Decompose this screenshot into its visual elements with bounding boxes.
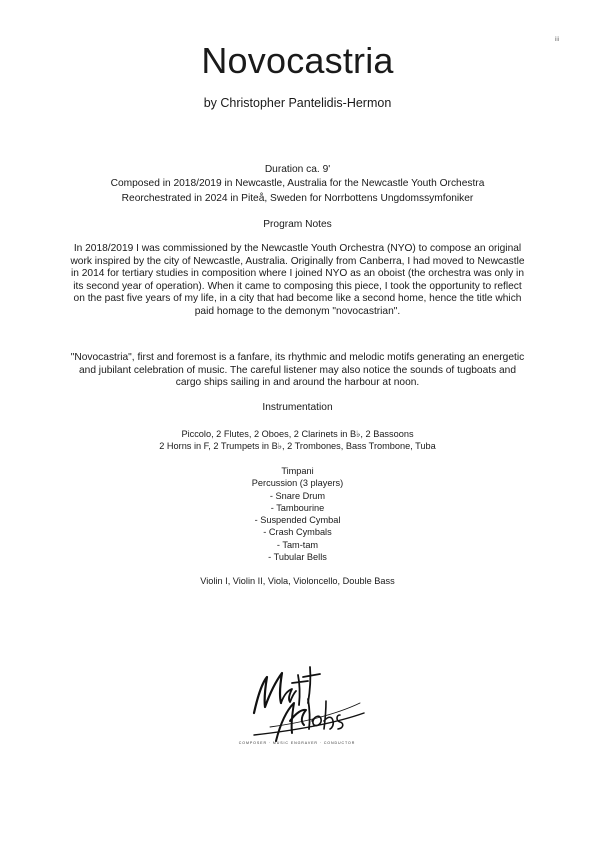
percussion-heading: Percussion (3 players) <box>251 478 344 489</box>
composed-line: Composed in 2018/2019 in Newcastle, Australia for the Newcastle Youth Orchestra <box>110 178 485 190</box>
page-number: iii <box>555 37 559 43</box>
percussion-item: - Tam-tam <box>276 539 319 550</box>
percussion-item: - Tubular Bells <box>268 552 327 563</box>
percussion-item: - Suspended Cymbal <box>254 515 341 526</box>
reorchestrated-line: Reorchestrated in 2024 in Piteå, Sweden for Norrbottens Ungdomssymfoniker <box>121 192 474 204</box>
author-line: by Christopher Pantelidis-Hermon <box>203 96 392 110</box>
percussion-item: - Tambourine <box>270 502 325 513</box>
timpani-line: Timpani <box>281 466 314 476</box>
brass-line: 2 Horns in F, 2 Trumpets in B♭, 2 Trombones, Bass Trombone, Tuba <box>159 441 436 452</box>
program-notes-heading: Program Notes <box>263 219 332 230</box>
instrumentation-winds-brass <box>0 428 595 453</box>
page-title: Novocastria <box>201 40 394 81</box>
work-meta <box>0 163 595 206</box>
program-notes-paragraph-2: "Novocastria", first and foremost is a fanfare, its rhythmic and melodic motifs generating an energetic and jubilant celebration of music. The careful listener may also notice the sounds of tugboats and cargo ships sailing in and around the harbour at noon. <box>70 352 525 389</box>
instrumentation-percussion <box>0 465 595 563</box>
winds-line: Piccolo, 2 Flutes, 2 Oboes, 2 Clarinets in B♭, 2 Bassoons <box>181 429 414 439</box>
percussion-item: - Snare Drum <box>269 490 326 501</box>
strings-line: Violin I, Violin II, Viola, Violoncello, Double Bass <box>200 576 395 586</box>
percussion-item: - Crash Cymbals <box>263 527 332 538</box>
program-notes-paragraph-1: In 2018/2019 I was commissioned by the Newcastle Youth Orchestra (NYO) to compose an original work inspired by the city of Newcastle, Australia. Originally from Canberra, I had moved to Newcastle in 2014 for tertiary studies in composition where I joined NYO as an oboist (the orchestra was only in its second year of operation). When it came to composing this piece, I took the opportunity to reflect on the past five years of my life, in a city that had become like a second home, hence the title which paid homage to the demonym "novocastrian". <box>70 243 525 317</box>
signature-logo-icon <box>240 655 370 750</box>
instrumentation-strings <box>0 575 595 587</box>
logo-tagline: COMPOSER · MUSIC ENGRAVER · CONDUCTOR <box>238 741 356 745</box>
instrumentation-heading: Instrumentation <box>262 402 333 413</box>
duration-line: Duration ca. 9' <box>264 164 331 175</box>
